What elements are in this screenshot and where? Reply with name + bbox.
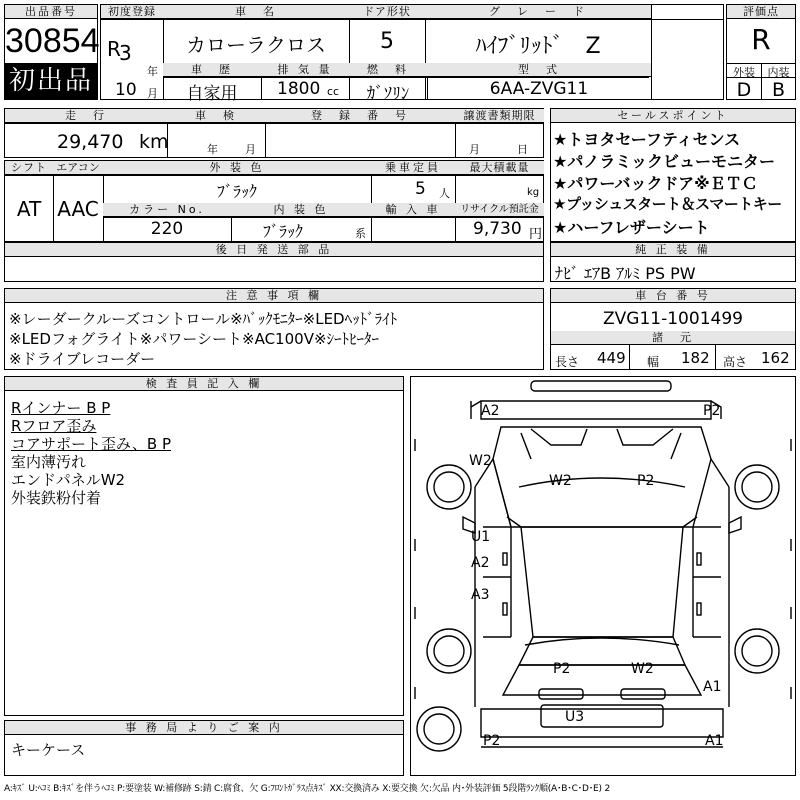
transfer-deadline-label: 譲渡書類期限 (455, 109, 544, 123)
office-box (4, 720, 404, 776)
int-score: B (771, 79, 786, 101)
width: 182 (681, 349, 710, 367)
sales-point: ★パノラミックビューモニター (553, 152, 776, 171)
inspection-month-unit: 月 (245, 143, 256, 156)
inspector-line: Rフロア歪み (11, 417, 97, 435)
int-score-label: 内装 (767, 66, 790, 79)
ext-color: ﾌﾞﾗｯｸ (216, 182, 257, 201)
inspector-line: Rインナー B P (11, 399, 111, 417)
spec-box (4, 160, 544, 242)
mark-a2-front: A2 (481, 403, 500, 419)
transfer-month-unit: 月 (469, 143, 480, 156)
mark-w2-hood: W2 (549, 473, 572, 489)
aircon: AAC (57, 197, 99, 221)
length-label: 長さ (555, 355, 580, 369)
chassis-box (550, 288, 796, 370)
grade-label: グ レ ー ド (425, 5, 651, 19)
mark-a1-side: A1 (703, 679, 722, 695)
length: 449 (597, 349, 626, 367)
grade: ﾊｲﾌﾞﾘｯﾄﾞ Z (475, 34, 601, 59)
mark-p2-front: P2 (703, 403, 721, 419)
ext-color-label: 外 装 色 (103, 161, 371, 175)
aircon-label: エアコン (53, 161, 103, 175)
displacement: 1800 (277, 79, 321, 99)
overall-score: R (751, 23, 771, 56)
displacement-label: 排 気 量 (261, 63, 349, 77)
mileage-box (4, 108, 544, 158)
damage-diagram (410, 376, 796, 776)
lot-number-box (4, 4, 98, 100)
person-unit: 人 (439, 187, 450, 200)
inspector-line: コアサポート歪み、B P (11, 435, 172, 453)
lot-number-label: 出品番号 (5, 5, 97, 19)
era: R (107, 37, 121, 61)
equipment-label: 純 正 装 備 (551, 243, 795, 257)
door-label: ドア形状 (349, 5, 425, 19)
lot-number: 30854 (5, 22, 100, 60)
yen-unit: 円 (529, 227, 543, 242)
later-parts-label: 後 日 発 送 部 品 (5, 243, 543, 257)
mark-p2-roof: P2 (553, 661, 571, 677)
reg-month: 10 (115, 80, 137, 100)
capacity-label: 乗車定員 (371, 161, 455, 175)
kg-unit: kg (527, 187, 540, 198)
car-name-label: 車 名 (163, 5, 349, 19)
reg-year: 3 (119, 41, 132, 65)
chassis-label: 車 台 番 号 (551, 289, 795, 303)
inspector-label: 検 査 員 記 入 欄 (5, 377, 403, 391)
mileage: 29,470 (57, 131, 124, 153)
mark-w2-left: W2 (469, 453, 492, 469)
height-label: 高さ (723, 355, 748, 369)
fuel: ｶﾞｿﾘﾝ (366, 84, 410, 104)
sales-point: ★トヨタセーフティセンス (553, 130, 741, 149)
history: 自家用 (186, 84, 238, 104)
ext-score: D (736, 79, 752, 101)
import-label: 輸 入 車 (371, 203, 455, 217)
inspection-year-unit: 年 (207, 143, 218, 156)
model-label: 型 式 (427, 63, 651, 77)
registration-label: 登 録 番 号 (265, 109, 455, 123)
first-reg-label: 初度登録 (101, 5, 163, 19)
car-outline-diagram (411, 377, 795, 775)
later-parts-box (4, 242, 544, 282)
equipment: ﾅﾋﾞ ｴｱB ｱﾙﾐ PS PW (555, 264, 696, 283)
notes-label: 注 意 事 項 欄 (5, 289, 543, 303)
vehicle-header-box (100, 4, 724, 104)
transfer-day-unit: 日 (517, 143, 528, 156)
mark-a1-rear: A1 (705, 733, 724, 749)
shift: AT (16, 197, 42, 221)
sales-points-label: セールスポイント (551, 109, 795, 123)
notes-box (4, 288, 544, 370)
model-code: 6AA-ZVG11 (489, 79, 589, 99)
color-no: 220 (150, 219, 184, 239)
inspector-line: エンドパネルW2 (11, 471, 126, 489)
score-label: 評価点 (727, 5, 795, 19)
note-line: ※レーダークルーズコントロール※ﾊﾞｯｸﾓﾆﾀｰ※LEDﾍｯﾄﾞﾗｲﾄ (9, 310, 398, 328)
mark-a2-door: A2 (471, 555, 490, 571)
car-name: カローラクロス (186, 33, 326, 57)
dims-label: 諸 元 (551, 331, 795, 345)
ext-score-label: 外装 (733, 66, 755, 79)
capacity: 5 (415, 179, 426, 199)
history-label: 車 歴 (163, 63, 261, 77)
inspector-line: 外装鉄粉付着 (11, 489, 102, 507)
sales-point: ★パワーバックドア※ＥＴＣ (553, 174, 758, 193)
mark-p2-rear: P2 (483, 733, 501, 749)
recycle-fee: 9,730 (473, 219, 522, 239)
door-count: 5 (380, 29, 394, 54)
mark-p2-hood: P2 (637, 473, 655, 489)
mark-a3: A3 (471, 587, 490, 603)
note-line: ※LEDフォグライト※パワーシート※AC100V※ｼｰﾄﾋｰﾀｰ (9, 330, 380, 348)
max-load-label: 最大積載量 (455, 161, 544, 175)
km-unit: km (139, 131, 169, 153)
score-box (726, 4, 796, 100)
office-label: 事 務 局 よ り ご 案 内 (5, 721, 403, 735)
chassis-number: ZVG11-1001499 (603, 309, 743, 329)
shift-label: シフト (5, 161, 53, 175)
fuel-label: 燃 料 (349, 63, 427, 77)
recycle-label: リサイクル預託金 (455, 203, 544, 217)
mark-w2-roof: W2 (631, 661, 654, 677)
year-unit: 年 (147, 65, 158, 78)
month-unit: 月 (147, 87, 158, 100)
color-no-label: カラー No. (103, 203, 231, 217)
width-label: 幅 (647, 355, 660, 369)
height: 162 (761, 349, 790, 367)
kei-unit: 系 (355, 227, 366, 240)
equipment-box (550, 242, 796, 282)
sales-point: ★ハーフレザーシート (553, 218, 710, 237)
sales-point: ★プッシュスタート＆スマートキー (553, 195, 782, 213)
int-color-label: 内 装 色 (231, 203, 371, 217)
mark-u3: U3 (565, 709, 585, 725)
note-line: ※ドライブレコーダー (9, 350, 156, 368)
mileage-label: 走 行 (5, 109, 167, 123)
inspector-line: 室内薄汚れ (11, 453, 87, 471)
legend: A:ｷｽﾞ U:ﾍｺﾐ B:ｷｽﾞを伴うﾍｺﾐ P:要塗装 W:補修跡 S:錆 C:腐食、欠 G:ﾌﾛﾝﾄｶﾞﾗｽ点ｷｽﾞ XX:交換済み X:要交換 欠:欠品 内･外装評価 5段階ﾗﾝｸ順(A･B･C･D･E) 2 (4, 784, 610, 794)
first-listing-badge: 初出品 (5, 63, 97, 99)
cc-unit: cc (327, 85, 340, 98)
inspector-box (4, 376, 404, 716)
mark-u1: U1 (471, 529, 491, 545)
inspection-label: 車 検 (167, 109, 265, 123)
int-color: ﾌﾞﾗｯｸ (263, 222, 304, 241)
sales-points-box (550, 108, 796, 242)
office-text: キーケース (11, 741, 86, 759)
